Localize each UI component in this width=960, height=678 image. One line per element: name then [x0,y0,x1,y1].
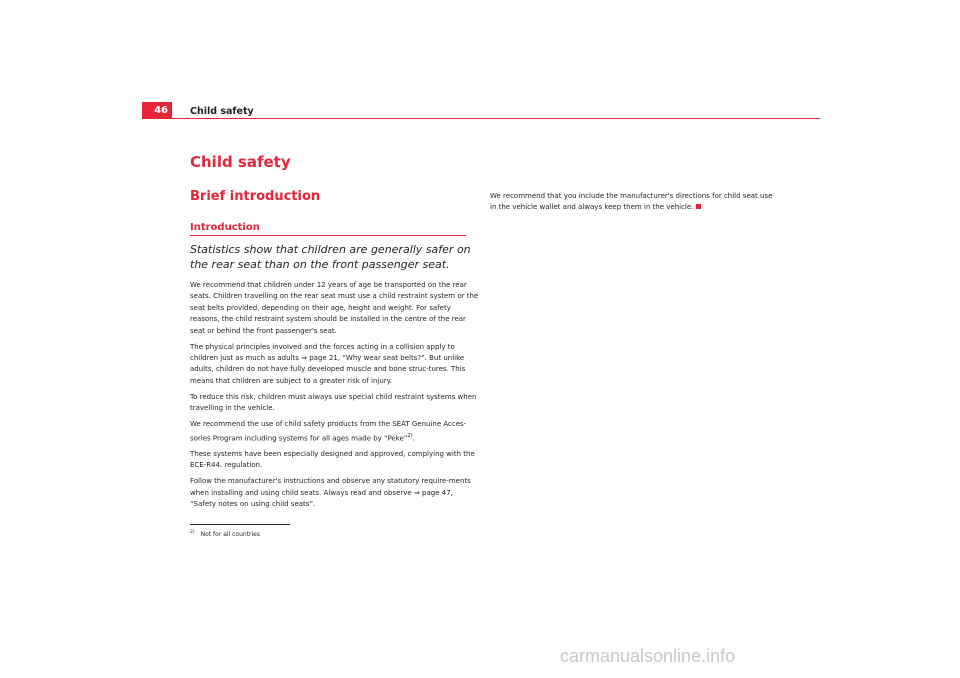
section-title: Brief introduction [190,189,321,204]
body-left-column [190,280,480,515]
section-end-marker-icon [696,204,701,209]
body-paragraph-4 [190,419,480,444]
subsection-title: Introduction [190,222,260,233]
footnote-marker: 2) [190,530,195,535]
body-paragraph-2: The physical principles involved and the forces acting in a collision apply to children just as much as adults ⇒ page 21, “Why wear seat belts?”. But unlike adults, children do not have fully developed muscle and bone struc-tures. This means that children are subject to a greater risk of injury. [190,342,466,385]
footnote-text: Not for all countries [200,531,260,538]
body-paragraph-5: These systems have been especially designed and approved, complying with the ECE-R44. regulation. [190,449,475,470]
body-paragraph-4-text: We recommend the use of child safety products from the SEAT Genuine Acces-sories Program including systems for all ages made by “Peke” [190,420,467,442]
header-divider [142,118,820,119]
body-paragraph-1: We recommend that children under 12 years of age be transported on the rear seats. Children travelling on the rear seat must use a child restraint system or the seat belts provided, depending on their age, height and weight. For safety reasons, the child restraint system should be installed in the centre of the rear seat or behind the front passenger's seat. [190,281,479,335]
body-right-column [490,191,780,214]
lead-paragraph: Statistics show that children are generally safer on the rear seat than on the front passenger seat. [190,243,471,271]
right-paragraph-1-text: We recommend that you include the manufacturer's directions for child seat use in the vehicle wallet and always keep them in the vehicle. [490,192,773,212]
footnote-reference: 2) [407,432,413,439]
subsection-divider [190,235,466,236]
footnote-divider [190,524,290,525]
running-header-title: Child safety [190,106,254,117]
body-paragraph-6: Follow the manufacturer's instructions and observe any statutory require-ments when installing and using child seats. Always read and observe ⇒ page 47, “Safety notes on using child seats”. [190,477,471,509]
body-paragraph-4-end: . [412,433,415,442]
right-paragraph-1 [490,191,780,214]
footnote [190,530,260,538]
watermark: carmanualsonline.info [560,646,736,666]
page-number: 46 [142,102,172,119]
body-paragraph-3: To reduce this risk, children must always use special child restraint systems when travelling in the vehicle. [190,392,477,413]
chapter-title: Child safety [190,153,291,171]
